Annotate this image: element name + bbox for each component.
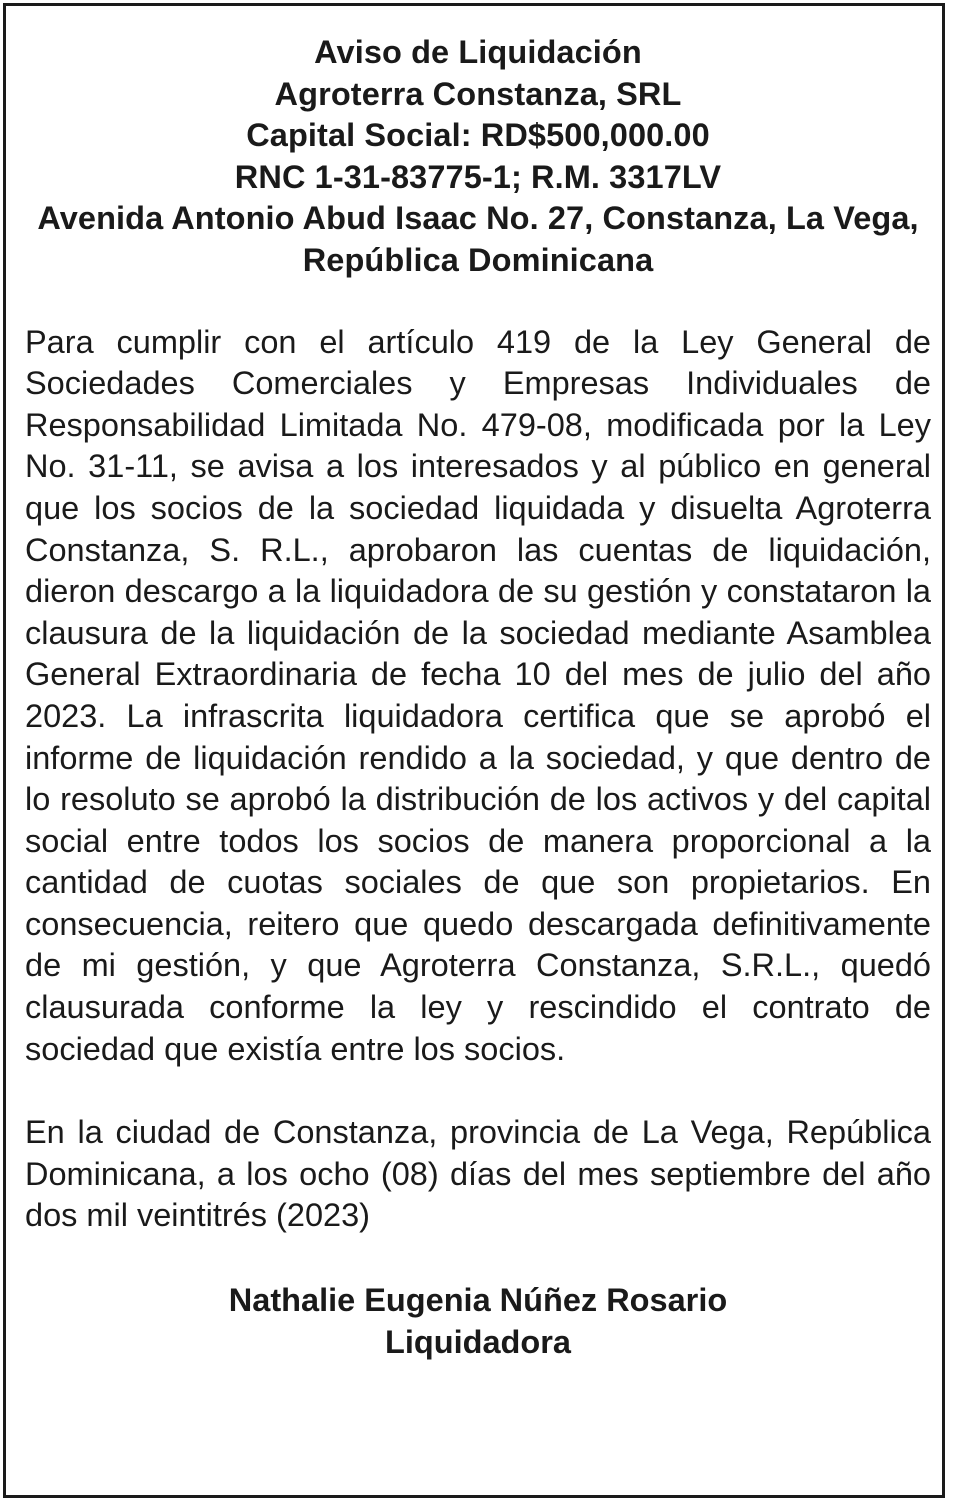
company-address: Avenida Antonio Abud Isaac No. 27, Constanza, La Vega, República Dominicana [37, 200, 919, 278]
notice-frame [3, 3, 945, 1498]
notice-title: Aviso de Liquidación [314, 34, 642, 70]
signatory-role: Liquidadora [385, 1323, 571, 1360]
company-name: Agroterra Constanza, SRL [274, 75, 682, 112]
body-paragraph: Para cumplir con el artículo 419 de la Ley General de Sociedades Comerciales y Empresas Individuales de Responsabilidad Limitada No. 479-08, modificada por la Ley No. 31-11, se avisa a los interesados y al público en general que los socios de la sociedad liquidada y disuelta Agroterra Constanza, S. R.L., aprobaron las cuentas de liquidación, dieron descargo a la liquidadora de su gestión y constataron la clausura de la liquidación de la sociedad mediante Asamblea General Extraordinaria de fecha 10 del mes de julio del año 2023. La infrascrita liquidadora certifica que se aprobó el informe de liquidación rendido a la sociedad, y que dentro de lo resoluto se aprobó la distribución de los activos y del capital social entre todos los socios de manera proporcional a la cantidad de cuotas sociales de que son propietarios. En consecuencia, reitero que quedo descargada definitivamente de mi gestión, y que Agroterra Constanza, S.R.L., quedó clausurada conforme la ley y rescindido el contrato de sociedad que existía entre los socios. [25, 323, 931, 1067]
registry-numbers: RNC 1-31-83775-1; R.M. 3317LV [234, 158, 722, 195]
capital-social: Capital Social: RD$500,000.00 [246, 117, 710, 154]
signatory-name: Nathalie Eugenia Núñez Rosario [228, 1282, 728, 1319]
signature-block [25, 1280, 931, 1363]
notice-header [25, 32, 931, 282]
notice-content [25, 32, 931, 1363]
closing-paragraph: En la ciudad de Constanza, provincia de La Vega, República Dominicana, a los ocho (08) días del mes septiembre del año dos mil veintitrés (2023) [25, 1114, 931, 1234]
